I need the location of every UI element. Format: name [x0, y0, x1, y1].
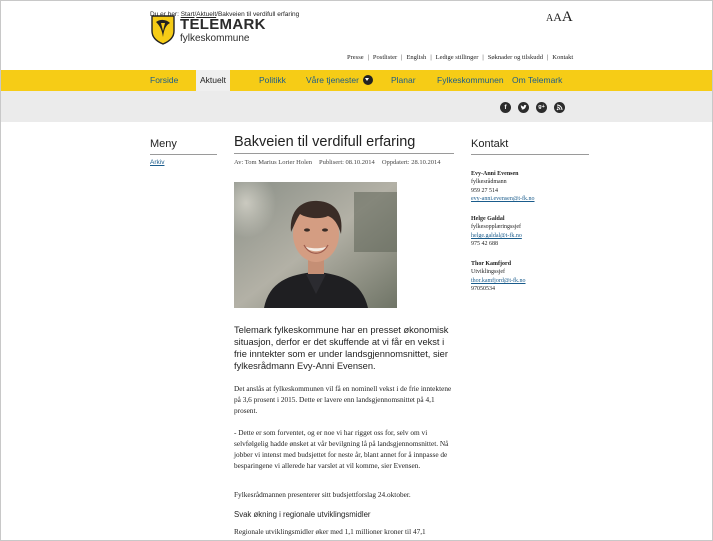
- text-size-large[interactable]: A: [561, 9, 573, 25]
- article-updated: Oppdatert: 28.10.2014: [381, 159, 441, 166]
- utility-link-soknader[interactable]: Søknader og tilskudd: [487, 54, 543, 61]
- article-paragraph: - Dette er som forventet, og er noe vi har rigget oss for, selv om vi selvfølgelig hadde ønsket at vår bevilgning lå på landsgjennomsnittet. Nå jobber vi intenst med budsjettet for neste år, blant annet for å innpasse de besparingene vi allerede har varslet at vil komme, sier Evensen.: [234, 428, 449, 470]
- nav-item-aktuelt[interactable]: Aktuelt: [196, 70, 230, 91]
- utility-link-presse[interactable]: Presse: [347, 54, 364, 61]
- brand-wordmark[interactable]: [180, 17, 266, 44]
- article-paragraph: Fylkesrådmannen presenterer sitt budsjettforslag 24.oktober.: [234, 490, 411, 499]
- contact-phone: 97050534: [471, 286, 495, 293]
- nav-item-om-telemark[interactable]: Om Telemark: [512, 75, 563, 85]
- breadcrumb-separator: /: [216, 11, 218, 18]
- article-title: Bakveien til verdifull erfaring: [234, 134, 416, 150]
- article-ingress: Telemark fylkeskommune har en presset økonomisk situasjon, derfor er det skuffende at vi får en vekst i frie inntekter som er under landsgjennomsnittet, sier fylkesrådmann Evy-Anni Evensen.: [234, 325, 449, 371]
- contact-email-link[interactable]: evy-anni.evensen@t-fk.no: [471, 196, 535, 203]
- nav-item-fylkeskommunen[interactable]: Fylkeskommunen: [437, 75, 504, 85]
- contact-name: Thor Kamfjord: [471, 261, 512, 267]
- contact-phone: 959 27 514: [471, 187, 498, 194]
- facebook-icon[interactable]: f: [500, 102, 511, 113]
- breadcrumb-separator: /: [194, 11, 197, 18]
- contact-name: Evy-Anni Evensen: [471, 171, 519, 177]
- chevron-down-icon[interactable]: [363, 75, 373, 85]
- utility-link-english[interactable]: English: [406, 54, 427, 61]
- article-paragraph: Det anslås at fylkeskommunen vil få en nominell vekst i de frie inntektene på 3,6 prosent i 2015. Dette er lavere enn landsgjennomsnittet på 4,1 prosent.: [234, 384, 452, 415]
- contact-title: Kontakt: [471, 138, 509, 150]
- article-author: Av: Tom Marius Lorier Holen: [234, 159, 313, 166]
- breadcrumb-link-aktuelt[interactable]: Aktuelt: [196, 11, 217, 18]
- nav-item-vare-tjenester-label: Våre tjenester: [306, 75, 359, 85]
- menu-title: Meny: [150, 138, 177, 150]
- contact-email-link[interactable]: thor.kamfjord@t-fk.no: [471, 277, 526, 284]
- contact-role: Utviklingssjef: [471, 269, 505, 276]
- breadcrumb: [150, 11, 299, 18]
- text-size-small[interactable]: A: [546, 13, 554, 24]
- breadcrumb-current: Bakveien til verdifull erfaring: [217, 11, 300, 18]
- breadcrumb-bar: [1, 91, 712, 122]
- text-size-control[interactable]: [546, 9, 573, 26]
- contact-card: [471, 260, 526, 294]
- article-photo: [234, 182, 397, 308]
- nav-item-vare-tjenester[interactable]: [306, 70, 373, 91]
- article-meta: [234, 159, 447, 166]
- contact-role: fylkesopplæringssjef: [471, 224, 521, 231]
- contact-email-link[interactable]: helge.galdal@t-fk.no: [471, 232, 522, 239]
- brand-name: TELEMARK: [180, 16, 266, 33]
- brand-subtitle: fylkeskommune: [180, 33, 250, 44]
- utility-link-ledige-stillinger[interactable]: Ledige stillinger: [435, 54, 479, 61]
- main-navigation: [1, 70, 712, 91]
- text-size-medium[interactable]: A: [553, 10, 562, 24]
- nav-item-planar[interactable]: Planar: [391, 75, 416, 85]
- divider: [150, 154, 217, 155]
- contact-name: Helge Galdal: [471, 216, 505, 222]
- breadcrumb-link-start[interactable]: Start: [180, 11, 195, 18]
- contact-card: [471, 215, 522, 249]
- article-paragraph: Regionale utviklingsmidler øker med 1,1 millioner kroner til 47,1: [234, 527, 426, 536]
- divider: [234, 153, 454, 154]
- nav-item-politikk[interactable]: Politikk: [259, 75, 286, 85]
- contact-card: [471, 170, 535, 204]
- divider: [471, 154, 589, 155]
- utility-links: Presse | Postlister | English | Ledige stillinger | Søknader og tilskudd | Kontakt: [347, 54, 574, 61]
- google-plus-icon[interactable]: g+: [536, 102, 547, 113]
- telemark-shield-logo[interactable]: [151, 15, 175, 45]
- menu-item-arkiv[interactable]: Arkiv: [150, 159, 165, 166]
- article-subheading: Svak økning i regionale utviklingsmidler: [234, 510, 371, 519]
- breadcrumb-prefix: Du er her:: [150, 11, 179, 18]
- contact-role: fylkesrådmann: [471, 179, 507, 186]
- utility-link-postlister[interactable]: Postlister: [372, 54, 398, 61]
- contact-phone: 975 42 688: [471, 241, 498, 248]
- nav-item-forside[interactable]: Forside: [150, 75, 179, 85]
- twitter-icon[interactable]: [518, 102, 529, 113]
- article-published: Publisert: 08.10.2014: [319, 159, 375, 166]
- utility-link-kontakt[interactable]: Kontakt: [552, 54, 574, 61]
- rss-icon[interactable]: [554, 102, 565, 113]
